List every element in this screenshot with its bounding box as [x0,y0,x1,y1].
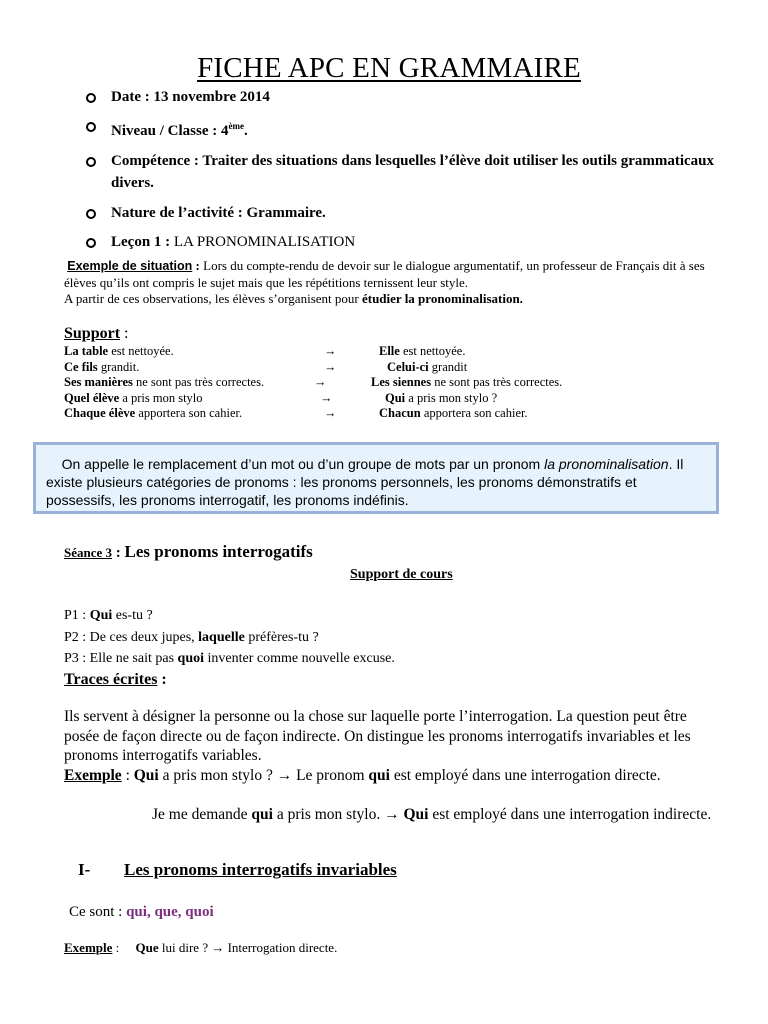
traces-paragraph: Ils servent à désigner la personne ou la chose sur laquelle porte l’interrogation. La question peut être posée de façon directe ou de façon indirecte. On distingue les pronoms interrogatifs invariables et les pronoms interrogatifs variables. [64,708,691,764]
info-lecon: Leçon 1 : LA PRONOMINALISATION [86,231,726,253]
phrase-line: P3 : Elle ne sait pas quoi inventer comme nouvelle excuse. [64,651,395,666]
support-heading: Support : [64,325,129,342]
support-row: Chaque élève apportera son cahier. → Chacun apportera son cahier. [64,406,528,420]
phrase-line: P2 : De ces deux jupes, laquelle préfères-tu ? [64,630,319,645]
arrow-icon: → [324,344,337,358]
situation-block: Exemple de situation : Lors du compte-rendu de devoir sur le dialogue argumentatif, un professeur de Français dit à ses élèves qu’ils ont compris le sujet mais que les répétitions ternissent leur style. A partir de ces observations, les élèves s’organisent pour étudier la pronominalisation. [64,258,705,306]
support-row: La table est nettoyée. → Elle est nettoyée. [64,344,466,358]
pronoun-list: Ce sont : qui, que, quoi [69,904,214,920]
page-title: FICHE APC EN GRAMMAIRE [197,52,581,84]
arrow-icon: → [324,406,337,420]
situation-text: Lors du compte-rendu de devoir sur le dialogue argumentatif, un professeur de Français dit à ses élèves qu’ils ont compris le sujet mais que les répétitions ternissent leur style. [64,258,705,290]
traces-example-2: Je me demande qui a pris mon stylo. → Qui est employé dans une interrogation indirecte. [152,806,712,823]
definition-box: On appelle le remplacement d’un mot ou d’un groupe de mots par un pronom la pronominalisation. Il existe plusieurs catégories de pronoms : les pronoms personnels, les pronoms démonstratifs et possessifs, les pronoms interrogatif, les pronoms indéfinis. [33,442,719,514]
info-nature: Nature de l’activité : Grammaire. [86,202,726,224]
info-list [86,86,726,253]
phrase-line: P1 : Qui es-tu ? [64,608,153,623]
support-row: Quel élève a pris mon stylo → Qui a pris mon stylo ? [64,390,498,405]
info-competence: Compétence : Traiter des situations dans lesquelles l’élève doit utiliser les outils grammaticaux divers. [86,150,726,194]
arrow-icon: → [314,375,327,389]
info-date: Date : 13 novembre 2014 [86,86,726,108]
support-row: Ce fils grandit. → Celui-ci grandit [64,359,468,374]
traces-example-1: Exemple : Qui a pris mon stylo ? → Le pronom qui est employé dans une interrogation directe. [64,767,661,784]
section-heading: I- Les pronoms interrogatifs invariables [78,860,397,879]
info-niveau: Niveau / Classe : 4ème. [86,115,726,142]
support-cours-heading: Support de cours [350,567,453,582]
section-example: Exemple : Que lui dire ? → Interrogation directe. [64,940,338,955]
arrow-icon: → [324,359,337,374]
support-table [64,344,570,422]
situation-label: Exemple de situation [67,259,193,273]
traces-heading: Traces écrites : [64,671,167,688]
seance-heading: Séance 3 : Les pronoms interrogatifs [64,542,313,561]
arrow-icon: → [320,390,333,405]
support-row: Ses manières ne sont pas très correctes. → Les siennes ne sont pas très correctes. [64,375,563,389]
